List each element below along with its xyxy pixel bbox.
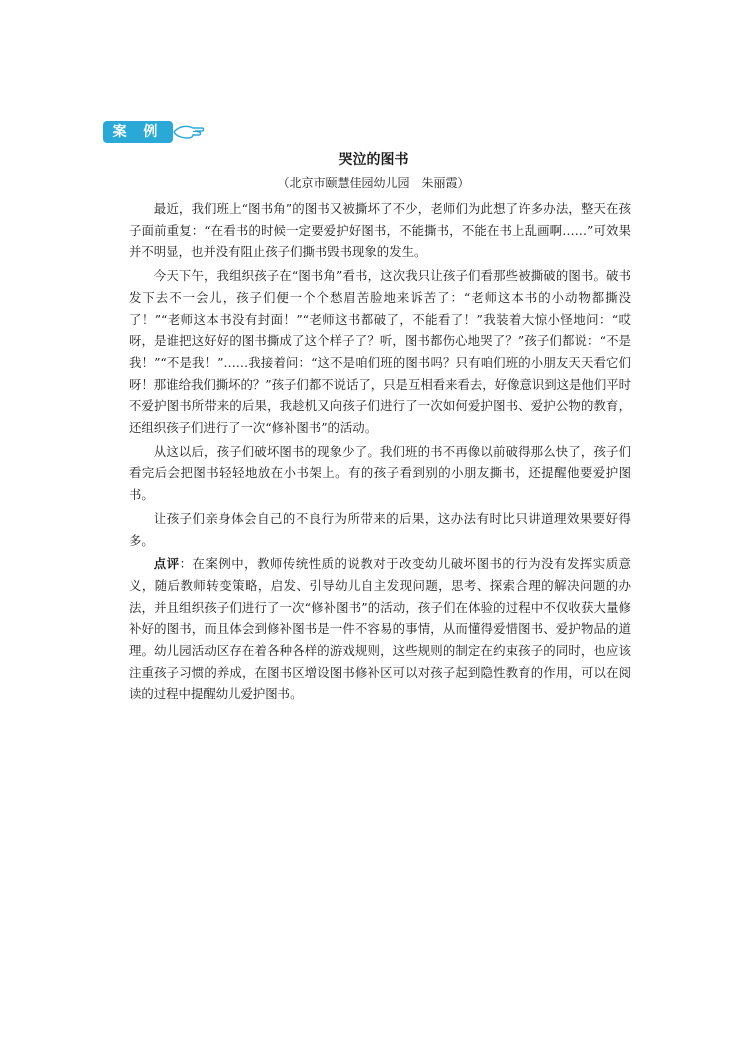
article-byline: （北京市颐慧佳园幼儿园 朱丽霞） <box>277 176 470 190</box>
case-badge-label: 案 例 <box>103 121 173 143</box>
comment-text: ：在案例中，教师传统性质的说教对于改变幼儿破坏图书的行为没有发挥实质意义，随后教师转变策略，启发、引导幼儿自主发现问题，思考、探索合理的解决问题的办法，并且组织孩子们进行了一次“修补图书”的活动，孩子们在体验的过程中不仅收获大量修补好的图书，而且体会到修补图书是一件不容易的事情，从而懂得爱惜图书、爱护物品的道理。幼儿园活动区存在着各种各样的游戏规则，这些规则的制定在约束孩子的同时，也应该注重孩子习惯的养成，在图书区增设图书修补区可以对孩子起到隐性教育的作用，可以在阅读的过程中提醒幼儿爱护图书。 <box>129 556 632 702</box>
pointing-hand-icon <box>173 123 205 141</box>
comment-paragraph <box>129 553 631 705</box>
comment-label: 点评 <box>153 556 180 572</box>
article-title: 哭泣的图书 <box>338 152 409 168</box>
case-badge <box>103 121 203 143</box>
article-body <box>129 198 631 707</box>
paragraph: 让孩子们亲身体会自己的不良行为所带来的后果，这办法有时比只讲道理效果要好得多。 <box>129 510 631 548</box>
paragraph: 今天下午，我组织孩子在“图书角”看书，这次我只让孩子们看那些被撕破的图书。破书发下去不一会儿，孩子们便一个个愁眉苦脸地来诉苦了：“老师这本书的小动物都撕没了！”“老师这本书没有封面！”“老师这书都破了，不能看了！”我装着大惊小怪地问：“哎呀，是谁把这好好的图书撕成了这个样子了？听，图书都伤心地哭了？”孩子们都说：“不是我！”“不是我！”……我接着问：“这不是咱们班的图书吗？只有咱们班的小朋友天天看它们呀！那谁给我们撕坏的？”孩子们都不说话了，只是互相看来看去，好像意识到这是他们平时不爱护图书所带来的后果，我趁机又向孩子们进行了一次如何爱护图书、爱护公物的教育，还组织孩子们进行了一次“修补图书”的活动。 <box>129 268 631 436</box>
paragraph: 从这以后，孩子们破坏图书的现象少了。我们班的书不再像以前破得那么快了，孩子们看完后会把图书轻轻地放在小书架上。有的孩子看到别的小朋友撕书，还提醒他要爱护图书。 <box>129 443 631 503</box>
paragraph: 最近，我们班上“图书角”的图书又被撕坏了不少，老师们为此想了许多办法，整天在孩子面前重复：“在看书的时候一定要爱护好图书，不能撕书，不能在书上乱画啊……”可效果并不明显，也并没有阻止孩子们撕书毁书现象的发生。 <box>129 201 631 260</box>
